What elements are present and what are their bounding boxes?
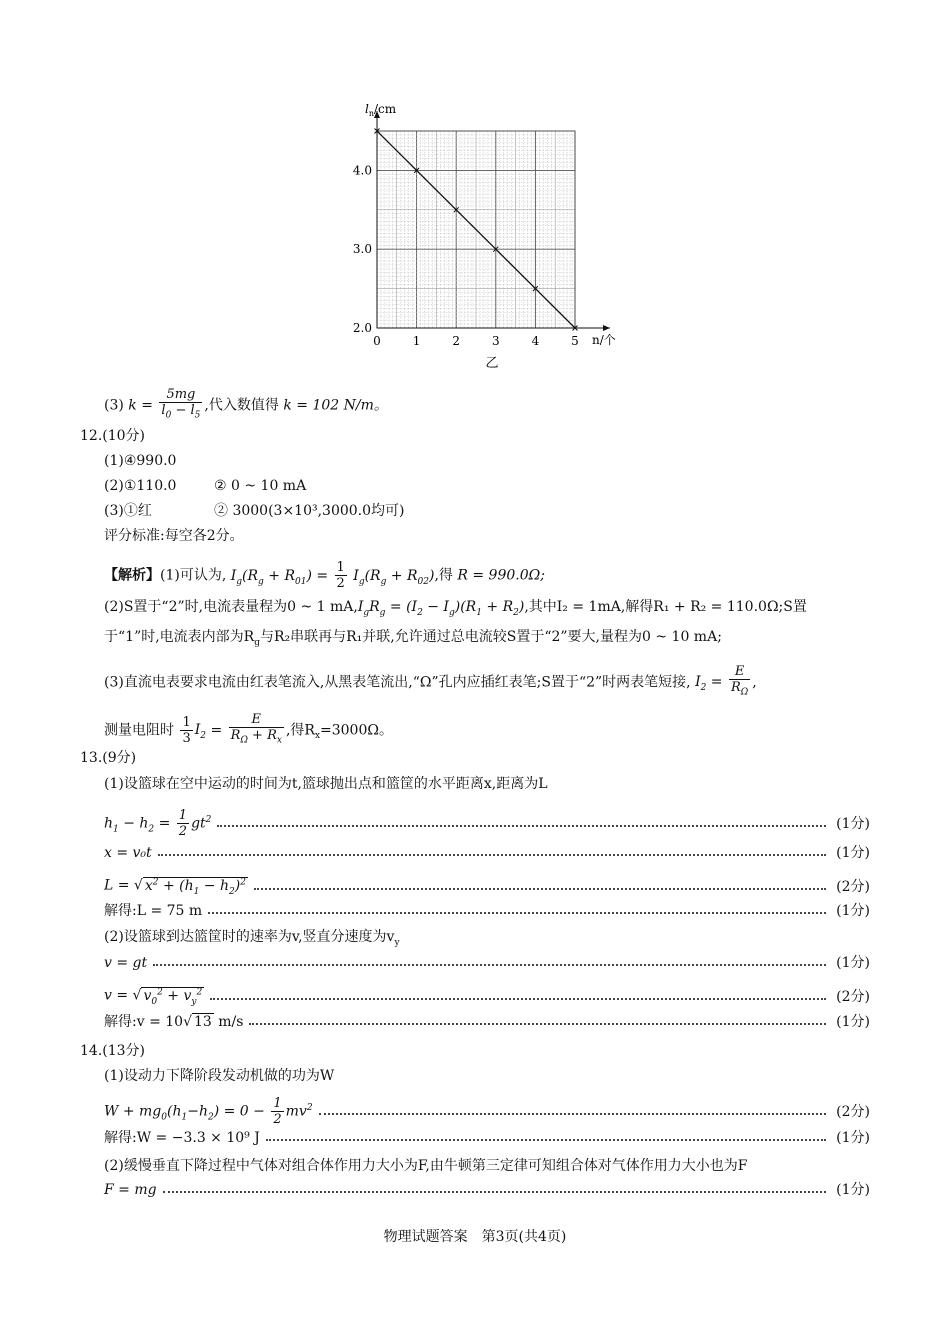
q11-part3: (3) k = $\frac{5mg}{l_0 - l_5}$ ,代入数值得 k = 102 N/m。 [104,387,388,424]
chart-xlabel: n/个 [592,333,616,347]
q12-analysis-2-cont: 于“1”时,电流表内部为$R_g$与R₂串联再与R₁并联,允许通过总电流较S置于“2”要大,量程为0 ~ 10 mA; [104,629,722,648]
x-tick-label: 5 [571,334,579,348]
q13-part1: (1)设篮球在空中运动的时间为t,篮球抛出点和篮筐的水平距离x,距离为L [104,776,548,792]
q14-header: 14.(13分) [80,1043,146,1059]
k-fraction: $\frac{5mg}{l_0 - l_5}$ [161,387,201,421]
chart-ylabel: $l_n/cm$ [365,102,397,118]
q14-part1: (1)设动力下降阶段发动机做的功为W [104,1068,335,1084]
q12-answer-2b: ② 0 ~ 10 mA [214,478,307,494]
spring-length-chart [340,95,640,380]
y-tick-label: 2.0 [352,321,372,335]
q12-analysis-3-cont: 测量电阻时 $\frac{1}{3}$ $I_2$ = $\frac{E}{R_\Omega + R_x}$ ,得$R_x=3000\Omega$。 [104,712,393,746]
q12-analysis-1: 【解析】(1)可认为, $I_g(R_g + R_{01})$ = $\frac{1}{2}$ $I_g(R_g + R_{02})$,得 R = 990.0Ω; [104,560,545,591]
q13-eq7: 解得:v = 10√ 13 m/s (1分) [104,1014,870,1030]
x-tick-label: 3 [491,334,500,348]
x-tick-label: 0 [373,334,381,348]
q13-part2: (2)设篮球到达篮筐时的速率为v,竖直分速度为$v_y$ [104,929,400,948]
q14-eq1: $W + mg_0(h_1-h_2) = 0$ − $\frac{1}{2}$ $mv^2$ (2分) [104,1096,870,1127]
q12-answer-3a: (3)①红 [104,503,152,519]
q12-analysis-3: (3)直流电表要求电流由红表笔流入,从黑表笔流出,“Ω”孔内应插红表笔;S置于“2”时两表笔短接, $I_2$ = $\frac{E}{R_\Omega}$ , [104,664,757,698]
x-axis-arrow [603,325,610,331]
q12-analysis-2: (2)S置于“2”时,电流表量程为0 ~ 1 $mA,I_gR_g = (I_2 - I_g)(R_1 + R_2)$,其中I₂ = 1mA,解得R₁ + R₂ = 110.0Ω;S置 [104,599,807,618]
q12-answer-3b: ② 3000(3×10³,3000.0均可) [214,503,405,519]
q13-eq3: L = √ $x^2 + (h_1 - h_2)^2$ (2分) [104,877,870,897]
page-footer: 物理试题答案 第3页(共4页) [383,1229,567,1245]
chart-caption: 乙 [485,356,499,371]
q13-eq1: $h_1 - h_2$ = $\frac{1}{2}$ $gt^2$ (1分) [104,808,870,839]
q12-header: 12.(10分) [80,428,146,444]
q13-eq4: 解得:L = 75 m (1分) [104,903,870,919]
q13-eq6: v = √ $v_0^2 + v_y^2$ (2分) [104,987,870,1007]
q13-header: 13.(9分) [80,750,137,766]
q14-part2: (2)缓慢垂直下降过程中气体对组合体作用力大小为F,由牛顿第三定律可知组合体对气体作用力大小也为F [104,1158,748,1174]
x-tick-label: 1 [412,334,421,348]
q14-eq3: F = mg (1分) [104,1182,870,1198]
q13-eq5: v = gt (1分) [104,955,870,971]
y-tick-label: 4.0 [352,163,372,178]
q12-scoring: 评分标准:每空各2分。 [104,528,244,544]
x-tick-label: 4 [531,334,540,348]
q13-eq2: x = v₀t (1分) [104,845,870,861]
q14-eq2: 解得:W = −3.3 × 10⁹ J (1分) [104,1130,870,1146]
q12-answer-2a: (2)①110.0 [104,478,177,494]
x-tick-label: 2 [452,334,461,348]
y-tick-label: 3.0 [352,242,372,257]
q12-answer-1: (1)④990.0 [104,453,177,469]
